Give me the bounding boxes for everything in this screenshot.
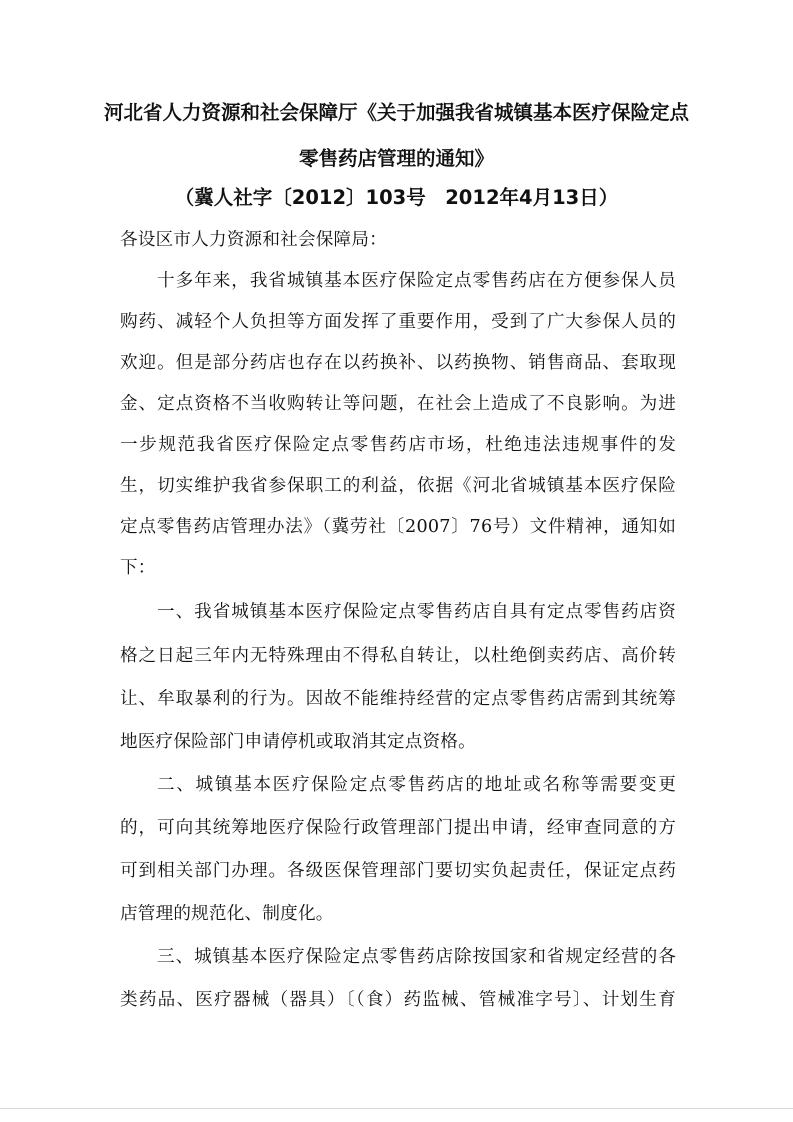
paragraph-4-line: 类药品、医疗器械（器具）〔（食）药监械、管械准字号〕、计划生育 <box>120 990 676 1010</box>
paragraph-2-line: 让、牟取暴利的行为。因故不能维持经营的定点零售药店需到其统筹 <box>120 689 676 709</box>
salutation: 各设区市人力资源和社会保障局： <box>120 230 387 250</box>
paragraph-1-line: 生，切实维护我省参保职工的利益，依据《河北省城镇基本医疗保险 <box>120 476 676 496</box>
paragraph-1-line: 一步规范我省医疗保险定点零售药店市场，杜绝违法违规事件的发 <box>120 435 676 455</box>
document-title-line-2: 零售药店管理的通知》 <box>298 147 494 170</box>
paragraph-4-line: 三、城镇基本医疗保险定点零售药店除按国家和省规定经营的各 <box>157 947 676 967</box>
page-bottom-divider <box>0 1108 793 1109</box>
paragraph-2-line: 一、我省城镇基本医疗保险定点零售药店自具有定点零售药店资 <box>157 602 676 622</box>
paragraph-1-line: 购药、减轻个人负担等方面发挥了重要作用，受到了广大参保人员的 <box>120 312 676 332</box>
paragraph-3-line: 二、城镇基本医疗保险定点零售药店的地址或名称等需要变更 <box>157 775 676 795</box>
document-title-line-1: 河北省人力资源和社会保障厅《关于加强我省城镇基本医疗保险定点 <box>103 101 689 124</box>
paragraph-1-line: 金、定点资格不当收购转让等问题，在社会上造成了不良影响。为进 <box>120 394 676 414</box>
paragraph-1-line: 定点零售药店管理办法》（冀劳社〔2007〕76号）文件精神，通知如 <box>120 517 676 537</box>
document-number-and-date: （冀人社字〔2012〕103号 2012年4月13日） <box>174 186 619 209</box>
paragraph-1-line: 十多年来，我省城镇基本医疗保险定点零售药店在方便参保人员 <box>157 271 676 291</box>
paragraph-1-line: 下： <box>120 558 156 578</box>
paragraph-2-line: 格之日起三年内无特殊理由不得私自转让，以杜绝倒卖药店、高价转 <box>120 646 676 666</box>
paragraph-3-line: 的，可向其统筹地医疗保险行政管理部门提出申请，经审查同意的方 <box>120 818 676 838</box>
paragraph-3-line: 可到相关部门办理。各级医保管理部门要切实负起责任，保证定点药 <box>120 861 676 881</box>
paragraph-2-line: 地医疗保险部门申请停机或取消其定点资格。 <box>120 732 476 752</box>
paragraph-3-line: 店管理的规范化、制度化。 <box>120 904 334 924</box>
paragraph-1-line: 欢迎。但是部分药店也存在以药换补、以药换物、销售商品、套取现 <box>120 353 676 373</box>
